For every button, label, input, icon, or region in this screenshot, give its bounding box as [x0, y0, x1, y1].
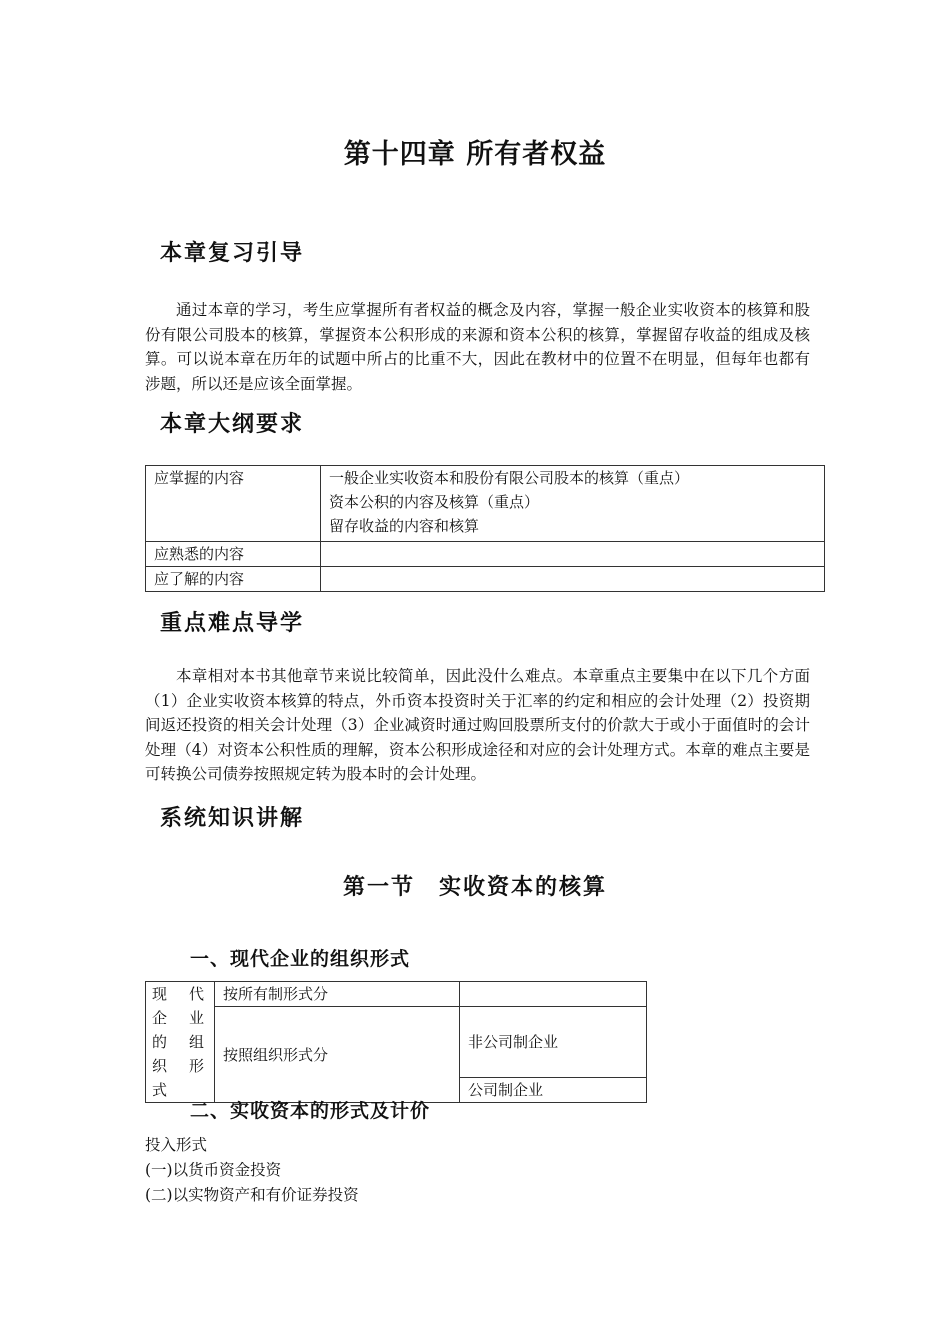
- outline-row-understand: [146, 567, 825, 592]
- outline-items-understand: [321, 567, 825, 592]
- outline-row-master: [146, 466, 825, 542]
- outline-row-familiar: [146, 542, 825, 567]
- review-guide-heading: 本章复习引导: [160, 241, 305, 266]
- capital-forms-line: (一)以货币资金投资: [145, 1161, 282, 1179]
- capital-forms-line: (二)以实物资产和有价证券投资: [145, 1186, 359, 1204]
- outline-heading: 本章大纲要求: [160, 412, 305, 437]
- org-forms-row-header: 现代企业的组织形式: [146, 982, 215, 1103]
- key-points-text: 本章相对本书其他章节来说比较简单，因此没什么难点。本章重点主要集中在以下几个方面（1）企业实收资本核算的特点，外币资本投资时关于汇率的约定和相应的会计处理（2）投资期间返还投资的相关会计处理（3）企业减资时通过购回股票所支付的价款大于或小于面值时的会计处理（4）对资本公积性质的理解，资本公积形成途径和对应的会计处理方式。本章的难点主要是可转换公司债券按照规定转为股本时的会计处理。: [145, 667, 810, 783]
- outline-table: [145, 465, 825, 592]
- knowledge-heading: 系统知识讲解: [160, 806, 305, 831]
- capital-forms-line: 投入形式: [145, 1136, 208, 1154]
- outline-item: 一般企业实收资本和股份有限公司股本的核算（重点）: [329, 469, 690, 487]
- outline-item: 留存收益的内容和核算: [329, 517, 480, 535]
- outline-label-master: 应掌握的内容: [146, 466, 321, 542]
- capital-forms-heading: 二、实收资本的形式及计价: [190, 1100, 431, 1122]
- outline-items-familiar: [321, 542, 825, 567]
- org-forms-table: [145, 981, 647, 1103]
- key-points-heading: 重点难点导学: [160, 611, 305, 636]
- outline-item: 资本公积的内容及核算（重点）: [329, 493, 540, 511]
- chapter-title: 第十四章 所有者权益: [343, 139, 607, 170]
- section-title: 第一节 实收资本的核算: [342, 875, 607, 900]
- empty-cell: [460, 982, 647, 1007]
- review-guide-text: 通过本章的学习，考生应掌握所有者权益的概念及内容，掌握一般企业实收资本的核算和股份有限公司股本的核算，掌握资本公积形成的来源和资本公积的核算，掌握留存收益的组成及核算。可以说本章在历年的试题中所占的比重不大，因此在教材中的位置不在明显，但每年也都有涉题，所以还是应该全面掌握。: [145, 301, 810, 393]
- by-organization-cell: 按照组织形式分: [215, 1007, 460, 1103]
- outline-items-master: [321, 466, 825, 542]
- by-ownership-cell: 按所有制形式分: [215, 982, 460, 1007]
- non-company-cell: 非公司制企业: [460, 1007, 647, 1078]
- company-cell: 公司制企业: [460, 1078, 647, 1103]
- org-forms-heading: 一、现代企业的组织形式: [190, 948, 411, 970]
- outline-label-understand: 应了解的内容: [146, 567, 321, 592]
- outline-label-familiar: 应熟悉的内容: [146, 542, 321, 567]
